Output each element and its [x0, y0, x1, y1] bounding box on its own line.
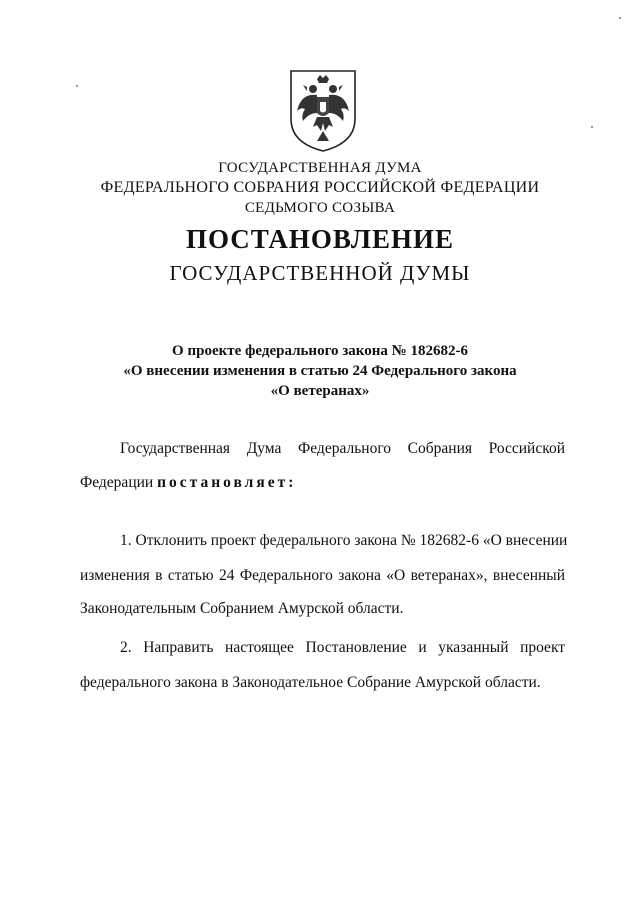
item-1-line-2: изменения в статью 24 Федерального закона «О ветеранах», внесенный — [80, 567, 565, 584]
preamble-line-2 — [80, 474, 565, 492]
item-2-word: Постановление — [305, 639, 407, 656]
item-1-line-3: Законодательным Собранием Амурской области. — [80, 600, 404, 617]
item-1-line-3-wrap — [80, 600, 565, 618]
preamble-word: Собрания — [407, 440, 472, 457]
item-2-word: 2. — [120, 639, 132, 656]
item-1-line-2-wrap — [80, 567, 565, 585]
document-subject — [0, 341, 640, 401]
document-title — [0, 222, 640, 288]
scan-speck — [76, 85, 78, 87]
org-name-line-1: ГОСУДАРСТВЕННАЯ ДУМА — [218, 160, 422, 176]
org-name-line-2: ФЕДЕРАЛЬНОГО СОБРАНИЯ РОССИЙСКОЙ ФЕДЕРАЦИИ — [100, 179, 540, 196]
item-2-word: проект — [520, 639, 566, 656]
document-type: ПОСТАНОВЛЕНИЕ — [185, 224, 455, 254]
scan-speck — [619, 17, 621, 19]
preamble-line-1 — [80, 440, 565, 458]
item-2-word: и — [418, 639, 427, 656]
preamble-word: Федерального — [298, 440, 392, 457]
state-emblem-icon — [287, 67, 359, 153]
document-issuer: ГОСУДАРСТВЕННОЙ ДУМЫ — [169, 261, 471, 285]
item-2-word: указанный — [438, 639, 509, 656]
scan-speck — [591, 126, 593, 128]
item-2-word: Направить — [143, 639, 214, 656]
preamble-word: Государственная — [120, 440, 231, 457]
convocation-line: СЕДЬМОГО СОЗЫВА — [244, 200, 396, 216]
preamble-words — [80, 440, 565, 458]
item-2-line-2-wrap — [80, 674, 565, 692]
item-2-line-2: федерального закона в Законодательное Собрание Амурской области. — [80, 674, 541, 691]
item-2-word: настоящее — [225, 639, 294, 656]
item-1 — [80, 532, 568, 550]
organization-header — [0, 158, 640, 218]
preamble-federation: Федерации — [80, 474, 154, 491]
subject-line-3: «О ветеранах» — [270, 383, 370, 399]
subject-line-1: О проекте федерального закона № 182682-6 — [172, 343, 468, 359]
preamble-word: Дума — [246, 440, 282, 457]
item-2 — [80, 639, 565, 657]
item-2-line-1 — [80, 639, 565, 657]
preamble-word: Российской — [488, 440, 566, 457]
resolves-word: постановляет: — [157, 474, 297, 491]
item-1-line-1: 1. Отклонить проект федерального закона № 182682-6 «О внесении — [120, 532, 568, 549]
subject-line-2: «О внесении изменения в статью 24 Федерального закона — [123, 363, 517, 379]
